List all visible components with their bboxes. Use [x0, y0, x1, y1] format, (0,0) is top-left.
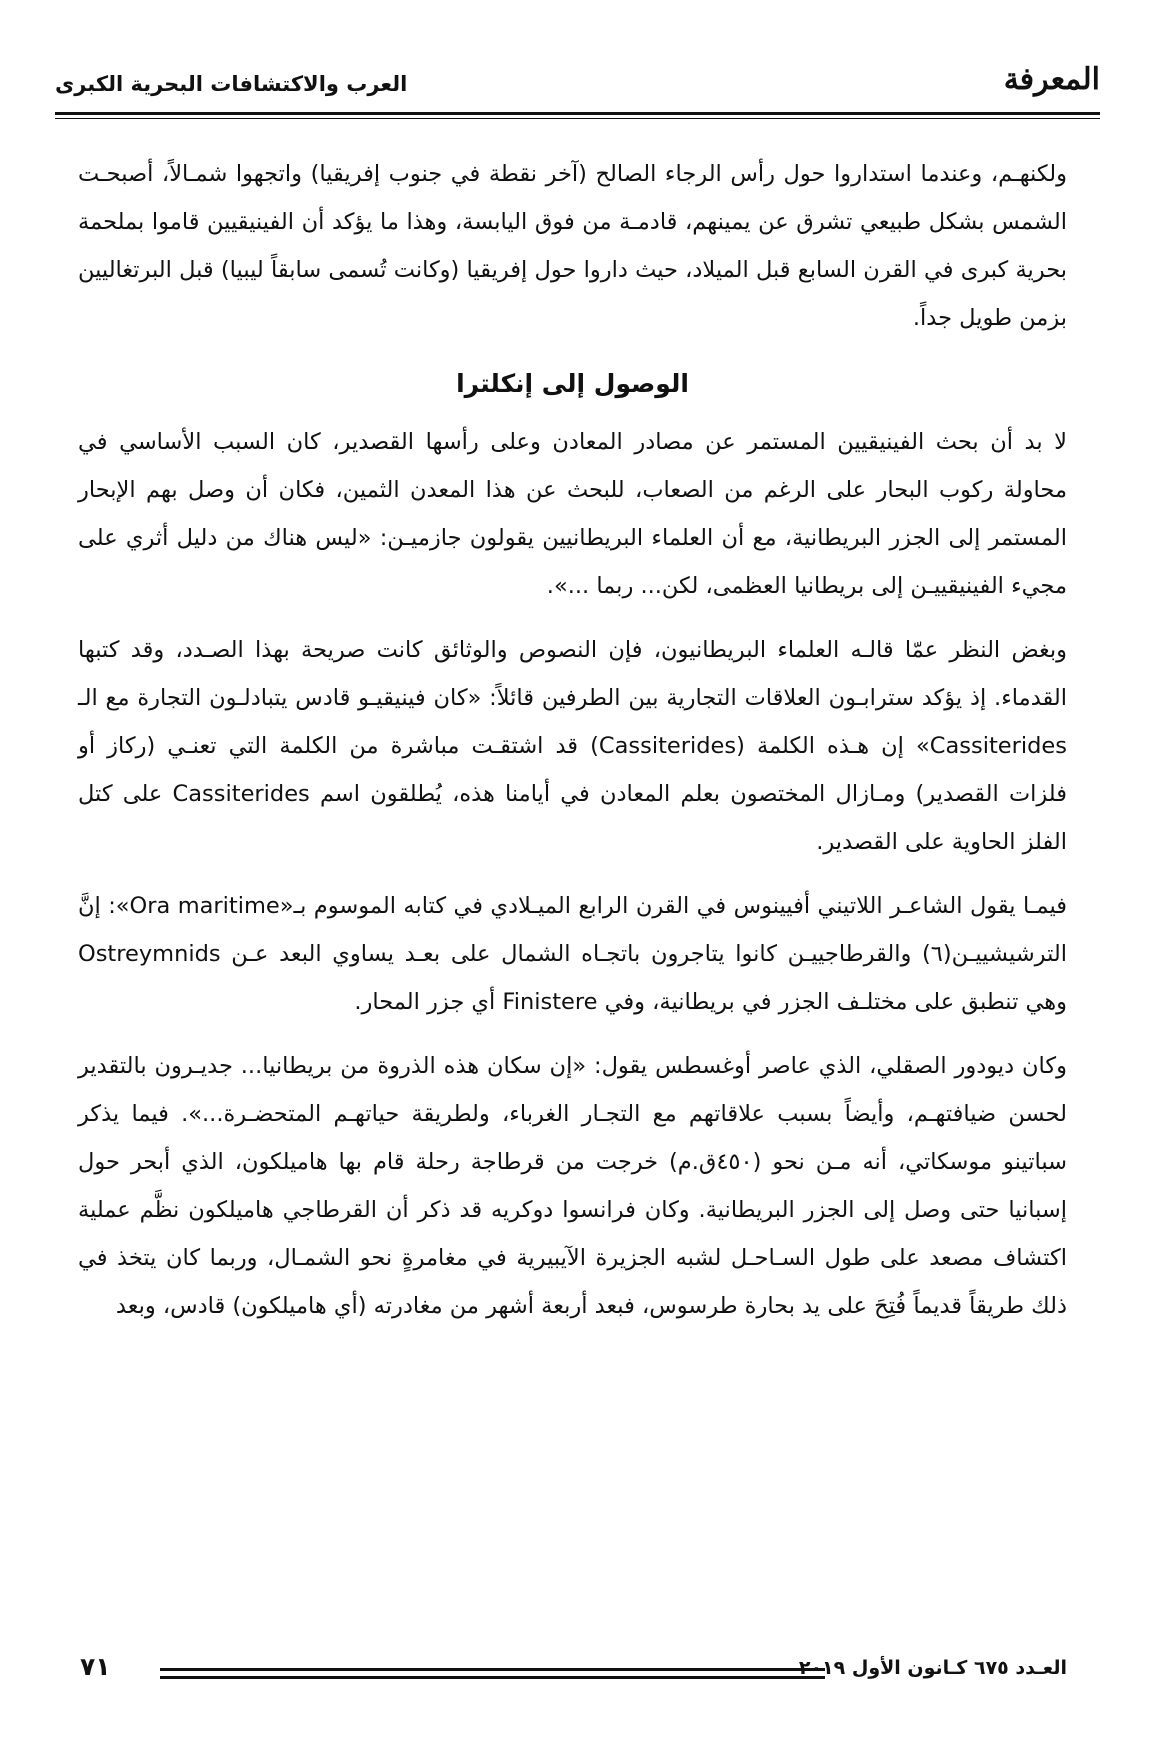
magazine-logo: المعرفة: [1003, 62, 1100, 97]
paragraph-5: وكان ديودور الصقلي، الذي عاصر أوغسطس يقول: «إن سكان هذه الذروة من بريطانيا... جديـرون بالتقدير لحسن ضيافتهـم، وأيضاً بسبب علاقاتهم مع التجـار الغرباء، ولطريقة حياتهـم المتحضـرة...». فيما يذكر سباتينو موسكاتي، أنه مـن نحو (٤٥٠ق.م) خرجت من قرطاجة رحلة قام بها هاميلكون، الذي أبحر حول إسبانيا حتى وصل إلى الجزر البريطانية. وكان فرانسوا دوكريه قد ذكر أن القرطاجي هاميلكون نظَّم عملية اكتشاف مصعد على طول السـاحـل لشبه الجزيرة الآيبيرية في مغامرةٍ نحو الشمـال، وربما كان يتخذ في ذلك طريقاً قديماً فُتِحَ على يد بحارة طرسوس، فبعد أربعة أشهر من مغادرته (أي هاميلكون) قادس، وبعد: [78, 1053, 1067, 1319]
header-rule-thin: [55, 118, 1100, 119]
article-body: [78, 150, 1067, 1346]
section-heading: الوصول إلى إنكلترا: [456, 369, 689, 398]
page-number: ٧١: [80, 1652, 111, 1681]
running-title: العرب والاكتشافات البحرية الكبرى: [55, 72, 408, 96]
paragraph-3: وبغض النظر عمّا قالـه العلماء البريطانيون، فإن النصوص والوثائق كانت صريحة بهذا الصـدد، وقد كتبها القدماء. إذ يؤكد سترابـون العلاقات التجارية بين الطرفين قائلاً: «كان فينيقيـو قادس يتبادلـون التجارة مع الـ Cassiterides» إن هـذه الكلمة (Cassiterides) قد اشتقـت مباشرة من الكلمة التي تعنـي (ركاز أو فلزات القصدير) ومـازال المختصون بعلم المعادن في أيامنا هذه، يُطلقون اسم Cassiterides على كتل الفلز الحاوية على القصدير.: [78, 637, 1067, 855]
paragraph-1: ولكنهـم، وعندما استداروا حول رأس الرجاء الصالح (آخر نقطة في جنوب إفريقيا) واتجهوا شمـالاً، أصبحـت الشمس بشكل طبيعي تشرق عن يمينهم، قادمـة من فوق اليابسة، وهذا ما يؤكد أن الفينيقيين قاموا بملحمة بحرية كبرى في القرن السابع قبل الميلاد، حيث داروا حول إفريقيا (وكانت تُسمى سابقاً ليبيا) قبل البرتغاليين بزمن طويل جداً.: [78, 161, 1067, 331]
footer-rule-second: [160, 1676, 825, 1679]
paragraph-2: لا بد أن بحث الفينيقيين المستمر عن مصادر المعادن وعلى رأسها القصدير، كان السبب الأساسي في محاولة ركوب البحار على الرغم من الصعاب، للبحث عن هذا المعدن الثمين، فكان أن وصل بهم الإبحار المستمر إلى الجزر البريطانية، مع أن العلماء البريطانيين يقولون جازميـن: «ليس هناك من دليل أثري على مجيء الفينيقييـن إلى بريطانيا العظمى، لكن... ربما ...».: [78, 429, 1067, 599]
page-header: [55, 50, 1100, 110]
paragraph-4: فيمـا يقول الشاعـر اللاتيني أفيينوس في القرن الرابع الميـلادي في كتابه الموسوم بـ«Ora maritime»: إنَّ الترشيشييـن(٦) والقرطاجييـن كانوا يتاجرون باتجـاه الشمال على بعـد يساوي البعد عـن Ostreymnids وهي تنطبق على مختلـف الجزر في بريطانية، وفي Finistere أي جزر المحار.: [78, 893, 1067, 1015]
header-rule: [55, 112, 1100, 115]
footer-rule: [160, 1668, 825, 1671]
issue-info: العـدد ٦٧٥ كـانون الأول ٢٠١٩: [798, 1657, 1067, 1679]
